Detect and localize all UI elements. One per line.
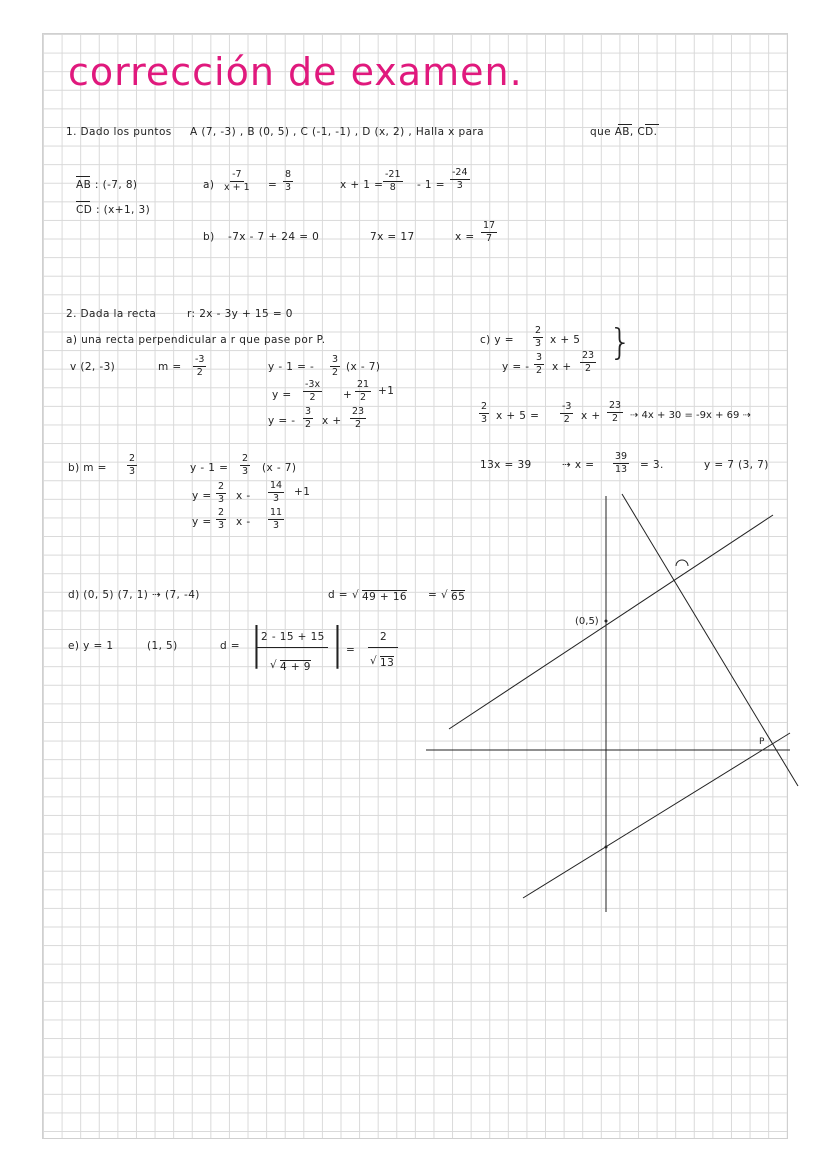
expression: x + 5 xyxy=(550,334,581,346)
p2-vector-v: v (2, -3) xyxy=(70,361,116,373)
sqrt-sign: √ xyxy=(352,589,360,601)
p2-d-text: d) (0, 5) (7, 1) ⇢ (7, -4) xyxy=(68,589,200,601)
expression: m = xyxy=(158,361,182,373)
expression: - 1 = xyxy=(417,179,445,191)
fraction: $\frac{3}{2}$ xyxy=(305,406,312,430)
fraction: $\frac{3}{2}$ xyxy=(536,352,543,376)
fraction: $\frac{11}{3}$ xyxy=(270,507,283,531)
fraction: $\frac{14}{3}$ xyxy=(270,480,283,504)
expression: x + xyxy=(552,361,572,373)
p2-b-label: b) m = xyxy=(68,462,107,474)
expression: y = xyxy=(192,516,212,528)
expression: 65 xyxy=(451,591,466,603)
expression: y = xyxy=(192,490,212,502)
expression: x + 5 = xyxy=(496,410,540,422)
p1-statement: 1. Dado los puntos xyxy=(66,126,172,138)
expression: 7x = 17 xyxy=(370,231,415,243)
p1-b-label: b) xyxy=(203,231,215,243)
expression: 2 - 15 + 15 xyxy=(261,631,325,643)
line-r xyxy=(449,515,773,729)
expression: d = xyxy=(328,589,349,601)
expression: ⇢ x = xyxy=(562,459,595,471)
sqrt-sign: √ xyxy=(370,655,378,667)
point xyxy=(605,846,608,849)
expression: x - xyxy=(236,490,251,502)
fraction: $\frac{39}{13}$ xyxy=(615,451,628,475)
expression: 4 + 9 xyxy=(280,661,311,673)
equals: = xyxy=(268,179,278,191)
expression: d = xyxy=(220,640,241,652)
fraction: $\frac{2}{3}$ xyxy=(218,481,225,505)
label-p: P xyxy=(759,737,765,747)
p1-que: que AB, CD. xyxy=(590,126,658,138)
expression: y = 7 (3, 7) xyxy=(704,459,769,471)
fraction: $\frac{2}{3}$ xyxy=(481,401,488,425)
label-0-5: (0,5) xyxy=(575,616,599,627)
p1-points: A (7, -3) , B (0, 5) , C (-1, -1) , D (x, 2) , Halla x para xyxy=(190,126,484,138)
fraction: $\frac{2}{3}$ xyxy=(535,325,542,349)
sqrt-sign: √ xyxy=(441,589,449,601)
p2-e-text: e) y = 1 xyxy=(68,640,114,652)
fraction: $\frac{17}{7}$ xyxy=(483,220,496,244)
p1-a-label: a) xyxy=(203,179,215,191)
expression: x + 1 = xyxy=(340,179,384,191)
fraction: $\frac{-3}{2}$ xyxy=(562,401,572,425)
p1-vector-cd: CD : (x+1, 3) xyxy=(76,204,151,216)
expression: +1 xyxy=(294,486,311,498)
p1-vector-ab: AB : (-7, 8) xyxy=(76,179,138,191)
expression: 13 xyxy=(380,657,395,669)
expression: (x - 7) xyxy=(346,361,381,373)
expression: (1, 5) xyxy=(147,640,178,652)
fraction: $\frac{2}{3}$ xyxy=(242,453,249,477)
equals: = xyxy=(428,589,438,601)
abs-bar: | xyxy=(249,618,265,669)
equals: = xyxy=(346,644,356,656)
fraction: $\frac{23}{2}$ xyxy=(352,406,365,430)
fraction: $\frac{-7}{x + 1}$ xyxy=(224,169,250,193)
expression: x + xyxy=(581,410,601,422)
expression: y = - xyxy=(268,415,296,427)
p2-line: r: 2x - 3y + 15 = 0 xyxy=(187,308,293,320)
expression: y = - xyxy=(502,361,530,373)
expression: x + xyxy=(322,415,342,427)
fraction: $\frac{-3x}{2}$ xyxy=(305,379,321,403)
expression: 13x = 39 xyxy=(480,459,532,471)
expression: 49 + 16 xyxy=(362,591,407,603)
expression: (x - 7) xyxy=(262,462,297,474)
right-angle-icon xyxy=(676,560,688,566)
fraction: $\frac{-3}{2}$ xyxy=(195,354,205,378)
p2-a-text: a) una recta perpendicular a r que pase por P. xyxy=(66,334,326,346)
sqrt-sign: √ xyxy=(270,659,278,671)
expression: 2 xyxy=(380,631,388,643)
p2-statement: 2. Dada la recta xyxy=(66,308,157,320)
expression: = 3. xyxy=(640,459,664,471)
parallel-line xyxy=(523,733,790,898)
fraction: $\frac{23}{2}$ xyxy=(609,400,622,424)
expression: x = xyxy=(455,231,475,243)
abs-bar: | xyxy=(330,618,346,669)
fraction: $\frac{2}{3}$ xyxy=(218,507,225,531)
p2-c-label: c) y = xyxy=(480,334,514,346)
fraction: $\frac{8}{3}$ xyxy=(285,169,292,193)
expression: y - 1 = xyxy=(190,462,229,474)
fraction: $\frac{21}{2}$ xyxy=(357,379,370,403)
expression: ⇢ 4x + 30 = -9x + 69 ⇢ xyxy=(630,410,751,421)
point-0-5 xyxy=(605,620,608,623)
brace-icon: } xyxy=(609,322,633,363)
fraction: $\frac{-21}{8}$ xyxy=(385,169,401,193)
expression: x - xyxy=(236,516,251,528)
fraction: $\frac{2}{3}$ xyxy=(129,453,136,477)
fraction: $\frac{23}{2}$ xyxy=(582,350,595,374)
expression: +1 xyxy=(378,385,395,397)
perpendicular-line xyxy=(622,494,798,786)
expression: + xyxy=(343,389,353,401)
page-title: corrección de examen. xyxy=(68,50,523,94)
expression: -7x - 7 + 24 = 0 xyxy=(228,231,320,243)
fraction: $\frac{-24}{3}$ xyxy=(452,167,468,191)
fraction: $\frac{3}{2}$ xyxy=(332,354,339,378)
expression: y = xyxy=(272,389,292,401)
expression: y - 1 = - xyxy=(268,361,315,373)
